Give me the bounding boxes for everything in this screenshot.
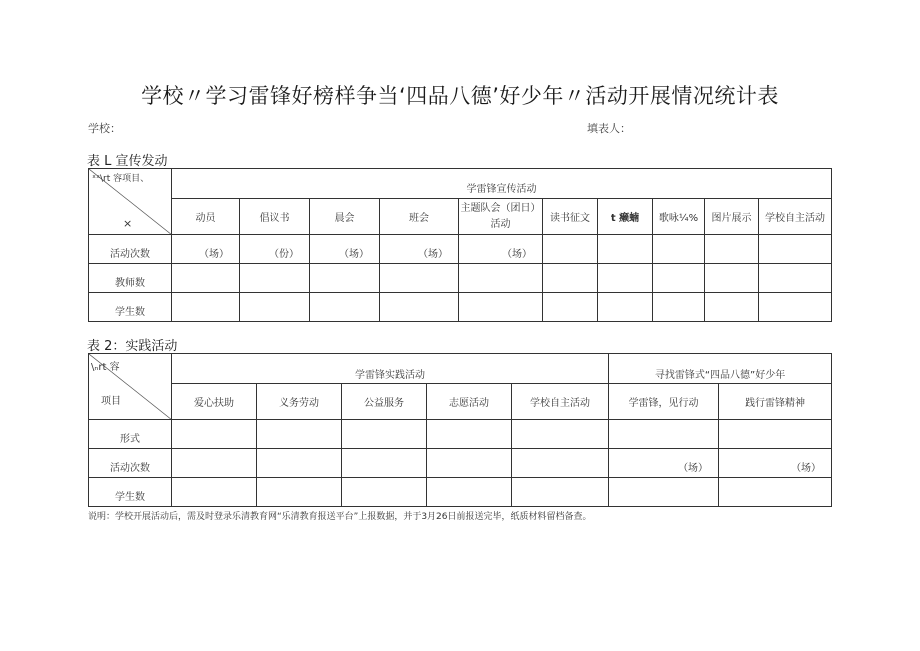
- footnote: 说明：学校开展活动后，需及时登录乐清教育网“乐清教育报送平台”上报数据，并于3月26日前报送完毕，纸质材料留档备查。: [88, 512, 592, 522]
- empty-cell: [240, 293, 310, 322]
- unit-cell: （场）: [310, 235, 380, 264]
- row-label: 学生数: [89, 293, 172, 322]
- empty-cell: [598, 293, 653, 322]
- corner-header-bottom: ×: [123, 217, 133, 230]
- empty-cell: [172, 420, 257, 449]
- table2-corner-cell: [89, 354, 172, 420]
- group-header-publicity: 学雷锋宣传活动: [172, 169, 832, 199]
- col-header: 义务劳动: [257, 384, 342, 420]
- empty-cell: [759, 293, 832, 322]
- empty-cell: [705, 264, 759, 293]
- unit-cell: （份）: [240, 235, 310, 264]
- empty-cell: [609, 478, 719, 507]
- empty-cell: [543, 235, 598, 264]
- empty-cell: [240, 264, 310, 293]
- empty-cell: [598, 235, 653, 264]
- row-label: 活动次数: [89, 235, 172, 264]
- empty-cell: [719, 478, 832, 507]
- col-header: 主题队会（团日）活动: [459, 199, 543, 235]
- col-header: 学校自主活动: [759, 199, 832, 235]
- school-label: 学校：: [88, 122, 121, 135]
- empty-cell: [380, 293, 459, 322]
- empty-cell: [427, 449, 512, 478]
- unit-cell: （场）: [609, 449, 719, 478]
- empty-cell: [459, 293, 543, 322]
- empty-cell: [342, 449, 427, 478]
- col-header: 志愿活动: [427, 384, 512, 420]
- col-header: 学校自主活动: [512, 384, 609, 420]
- col-header: 歌咏¼%: [653, 199, 705, 235]
- row-label: 形式: [89, 420, 172, 449]
- col-header: 学雷锋，见行动: [609, 384, 719, 420]
- unit-cell: （场）: [459, 235, 543, 264]
- publicity-table: [88, 168, 832, 322]
- col-header: 晨会: [310, 199, 380, 235]
- col-header: 图片展示: [705, 199, 759, 235]
- row-label: 学生数: [89, 478, 172, 507]
- col-header: 践行雷锋精神: [719, 384, 832, 420]
- empty-cell: [257, 478, 342, 507]
- page-title: 学校〃学习雷锋好榜样争当‘四品八德’好少年〃活动开展情况统计表: [141, 84, 779, 108]
- col-header: 公益服务: [342, 384, 427, 420]
- empty-cell: [172, 264, 240, 293]
- empty-cell: [759, 264, 832, 293]
- filler-label: 填表人：: [587, 122, 631, 135]
- corner-header-top: \ₙrt 容: [91, 362, 120, 373]
- unit-cell: （场）: [380, 235, 459, 264]
- empty-cell: [257, 449, 342, 478]
- group-header-practice: 学雷锋实践活动: [172, 354, 609, 384]
- col-header: 班会: [380, 199, 459, 235]
- empty-cell: [512, 478, 609, 507]
- empty-cell: [598, 264, 653, 293]
- empty-cell: [543, 264, 598, 293]
- col-header: t 癞蝻: [598, 199, 653, 235]
- table1-title: 表 L 宣传发动: [87, 154, 168, 169]
- corner-header-bottom: 项目: [101, 396, 121, 407]
- empty-cell: [512, 449, 609, 478]
- empty-cell: [759, 235, 832, 264]
- empty-cell: [310, 293, 380, 322]
- unit-cell: （场）: [172, 235, 240, 264]
- empty-cell: [705, 235, 759, 264]
- group-header-role-model: 寻找雷锋式“四品八德”好少年: [609, 354, 832, 384]
- corner-header-top: ˣˣ\rt 容项目、: [92, 174, 150, 184]
- empty-cell: [543, 293, 598, 322]
- empty-cell: [257, 420, 342, 449]
- col-header: 读书征文: [543, 199, 598, 235]
- empty-cell: [172, 293, 240, 322]
- empty-cell: [172, 449, 257, 478]
- row-label: 教师数: [89, 264, 172, 293]
- table2-title: 表 2：实践活动: [87, 339, 178, 354]
- table1-corner-cell: [89, 169, 172, 235]
- empty-cell: [719, 420, 832, 449]
- practice-table: [88, 353, 832, 507]
- col-header: 动员: [172, 199, 240, 235]
- empty-cell: [427, 420, 512, 449]
- empty-cell: [653, 264, 705, 293]
- empty-cell: [342, 420, 427, 449]
- empty-cell: [380, 264, 459, 293]
- empty-cell: [512, 420, 609, 449]
- empty-cell: [427, 478, 512, 507]
- empty-cell: [653, 235, 705, 264]
- col-header: 倡议书: [240, 199, 310, 235]
- empty-cell: [172, 478, 257, 507]
- row-label: 活动次数: [89, 449, 172, 478]
- empty-cell: [342, 478, 427, 507]
- empty-cell: [609, 420, 719, 449]
- empty-cell: [705, 293, 759, 322]
- col-header: 爱心扶助: [172, 384, 257, 420]
- empty-cell: [310, 264, 380, 293]
- unit-cell: （场）: [719, 449, 832, 478]
- empty-cell: [459, 264, 543, 293]
- empty-cell: [653, 293, 705, 322]
